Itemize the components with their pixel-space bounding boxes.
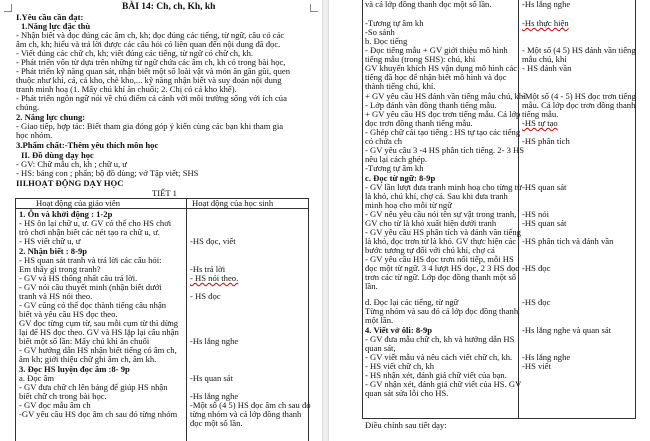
text-line: minh hoạ cho mỗi từ ngữ [365,200,452,210]
text-line: - GV viết mẫu và nêu cách viết chữ ch, kh. [365,352,513,362]
text-line: - Phát triển vốn từ dựa trên những từ ngữ chứa các âm ch, kh có trong bài học, [16,57,286,67]
text-line: - GV đưa chữ ch lên bảng để giúp HS nhận [19,382,168,392]
text-line: - Viết đúng các chữ ch, kh; viết đúng các tiếng, từ ngữ có chữ ch, kh. [16,48,254,58]
text-line: - Đọc tiếng mẫu + GV giới thiệu mô hình [365,45,508,55]
text-line: - GV cũng có thể đọc thành tiếng câu nhận [19,300,167,310]
text-line: - Phát triển kỹ năng quan sát, nhận biết một số loài vật và món ăn gần gũi, quen [16,66,290,76]
margin-mark [310,4,318,12]
general-heading: 2. Năng lực chung: [16,112,86,122]
text-line: biết và yêu cầu HS đọc theo. [19,309,118,319]
student-line: -HS tự tạo [522,118,558,128]
text-line: nêu lại cách ghép. [365,154,428,164]
student-line: -HS đọc, viết [190,236,236,246]
text-line: tranh và HS nói theo. [19,291,93,301]
text-line: âm ch, kh; hiểu và trả lời được các câu hỏi có liên quan đến nội dung đã đọc. [16,39,281,49]
table-border [362,418,636,419]
text-line: - GV lần lượt đưa tranh minh hoạ cho từng từ [365,182,522,192]
text-line: - GV nêu yêu cầu nói tên sự vật trong tranh, [365,209,517,219]
text-line: - Nhận biết và đọc đúng các âm ch, kh; đọc đúng các tiếng, từ ngữ, câu có các [16,30,285,40]
lesson-title: BÀI 14: Ch, ch, Kh, kh [122,2,216,12]
student-line: - HS đọc [190,291,221,301]
quality-line: 3.Phẩm chất:-Thêm yêu thích môn học [16,140,159,150]
text-line: - Giao tiếp, hợp tác: Biết tham gia đóng góp ý kiến cùng các bạn khi tham gia [16,121,284,131]
objectives-heading: I.Yêu cầu cần đạt: [16,12,84,22]
text-line: bước tương tự đối với chú khỉ, chợ cá [365,245,495,255]
text-line: chúng. [16,102,40,112]
student-line: tiếng mẫu. [522,109,559,119]
text-line: đọc trơn đồng thanh tiếng mẫu. [365,118,473,128]
text-line: -Tương tự âm kh [365,163,424,173]
student-line: -Hs lắng nghe và quan sát [522,325,612,335]
student-line: -HS phân tích và đánh vần [522,236,614,246]
text-line: biết một số lần: Mấy chú khỉ ăn chuối [19,336,150,346]
text-line: biết chữ ch trong bài học. [19,391,107,401]
text-line: GV cho từ là khỏ xuất hiện dưới tranh [365,218,497,228]
text-line: -GV yêu cầu HS đọc âm ch sau đó từng nhóm [19,409,178,419]
student-line: -Hs lắng nghe [190,336,239,346]
student-line: -Hs lắng nghe [190,391,239,401]
student-line: -HS viết [522,361,551,371]
text-line: - HS viết chữ u, ư [19,236,81,246]
student-line: -HS quan sát [522,218,567,228]
text-line: - GV đọc mẫu âm ch [19,400,91,410]
table-border [635,0,636,418]
text-line: - GV đưa mẫu chữ ch, kh và hướng dẫn HS [365,334,515,344]
student-line: - Một số (4 5) HS đánh vần tiếng [522,45,636,55]
text-line: - GV yêu cầu 3 -4 HS phân tích tiếng. 2- 3 HS [365,145,525,155]
section-heading: 3. Đọc HS luyện đọc âm :8- 9p [19,364,130,374]
section-heading: 2. Nhận biết : 8-9p [19,246,88,256]
text-line: có chứa ch [365,136,403,146]
student-line: -HS quan sát [522,182,567,192]
text-line: a. Đọc âm [19,373,55,383]
text-line: d. Đọc lại các tiếng, từ ngữ [365,297,459,307]
text-line: - GV: Chữ mẫu ch, kh ; chữ u, ư [16,159,127,169]
table-divider [518,0,519,418]
text-line: và cả lớp đồng thanh đọc một số lần. [365,0,492,9]
student-line: - HS đánh vần [522,63,572,73]
text-line: - GV và HS thống nhất câu trả lời. [19,273,138,283]
text-line: GV đọc từng cụm từ, sau mỗi cụm từ thì dừng [19,318,179,328]
text-line: quan sát, [365,343,396,353]
student-line: từng nhóm và cả lớp đồng thanh [190,409,302,419]
student-line: - HS nói theo. [190,273,239,283]
student-line: mẫu chú, khỉ [522,54,567,64]
student-line: mẫu. Cả lớp đọc trơn đồng thanh [522,100,636,110]
student-line: -Hs quan sát [190,373,233,383]
table-border [15,198,16,441]
text-line: Từng nhóm và sau đó cả lớp đọc đồng thanh [365,306,519,316]
text-line: - Lớp đánh vần đồng thanh tiếng mẫu. [365,100,497,110]
table-border [362,0,363,418]
text-line: đọc một từ ngữ. 3 4 lượt HS đọc, 2 3 HS đọc [365,263,520,273]
text-line: lại để HS đọc theo. GV và HS lặp lại câu nhận [19,327,179,337]
section-heading: c. Đọc từ ngữ: 8-9p [365,173,436,183]
text-line: thuộc như khỉ, cá, cá kho, chè kho,... kỹ năng nhận biết và suy đoán nội dung [16,75,282,85]
text-line: -Tương tự âm kh [365,18,424,28]
text-line: tiếng mẫu (trong SHS): chú, khỉ [365,54,476,64]
student-line: -HS đọc [522,297,551,307]
text-line: lần. [365,281,378,291]
text-line: - GV yêu cầu HS phân tích và đánh vần tiếng [365,227,521,237]
text-line: - GV yêu cầu HS đọc trơn nối tiếp, mỗi HS [365,254,514,264]
section-heading: 4. Viết vở ôli: 8-9p [365,325,433,335]
section-heading: 1. Ôn và khởi động : 1-2p [19,209,113,219]
materials-heading: II. Đồ dùng dạy học [21,150,94,160]
document-page-1 [0,0,322,441]
activities-heading: III.HOẠT ĐỘNG DẠY HỌC [16,178,124,188]
text-line: - GV nói câu thuyết minh (nhận biết dưới [19,282,162,292]
text-line: học nhóm. [16,130,53,140]
text-line: - HS: bảng con ; phấn; bộ đồ dùng; vở Tập viết; SHS [16,168,199,178]
student-line: -Một số (4 5) HS đọc âm ch sau đó [190,400,311,410]
text-line: - GV nhận xét, đánh giá chữ viết của HS. GV [365,379,522,389]
text-line: Em thấy gì trong tranh? [19,264,101,274]
text-line: trò chơi nhận biết các nét tạo ra chữ u, ư. [19,227,160,237]
text-line: tranh minh hoạ (1. Mấy chú khỉ ăn chuối; 2. Chị có cá kho khế). [16,84,237,94]
text-line: là khỏ, đọc trơn từ là khỏ. GV thực hiện các [365,236,517,246]
adjustment-note: Điều chỉnh sau tiết dạy: [365,420,447,430]
text-line: quan sát sửa lỗi cho HS. [365,388,449,398]
student-line: -Một số (4 - 5) HS đọc trơn tiếng [522,91,636,101]
document-page-2 [329,0,650,441]
student-line: đọc một số lần. [190,418,243,428]
text-line: - Ghép chữ cái tạo tiếng : HS tự tạo các tiếng [365,127,521,137]
text-line: - HS ôn lại chữ u, ư. GV có thể cho HS chơi [19,218,172,228]
text-line: âm kh; giới thiệu chữ ghi âm ch, âm kh. [19,354,157,364]
table-header-teacher: Hoạt động của giáo viên [36,198,121,208]
student-line: -Hs thực hiện [522,18,569,28]
table-divider [186,198,187,441]
text-line: - HS quan sát tranh và trả lời các câu hỏi: [19,255,162,265]
student-line: -Hs trả lời [190,264,226,274]
student-line: -Hs lắng nghe [522,0,571,9]
text-line: + GV yêu cầu HS đánh vần tiếng mẫu chú, khỉ [365,91,526,101]
student-line: -HS nói [522,209,549,219]
text-line: b. Đọc tiếng [365,36,408,46]
text-line: - HS nhận xét, đánh giá chữ viết của bạn. [365,370,507,380]
period-label: TIẾT 1 [152,188,177,198]
text-line: một lần. [365,315,394,325]
text-line: là khỏ, chú khỉ, chợ cá. Sau khi đưa tranh [365,191,508,201]
text-line: + GV yêu cầu HS đọc trơn tiếng mẫu. Cả lớp [365,109,521,119]
text-line: tiếng đã học để nhận biết mô hình và đọc [365,72,507,82]
margin-mark [4,4,12,12]
student-line: -HS đọc [522,263,551,273]
text-line: trơn các từ ngữ. Lớp đọc đồng thanh một số [365,272,517,282]
text-line: thành tiếng chú, khỉ. [365,81,436,91]
text-line: - GV hướng dẫn HS nhận biết tiếng có âm ch, [19,345,177,355]
text-line: - Phát triển ngôn ngữ nói về chủ điểm cả cảnh vời môi trường sống vởi ích của [16,93,287,103]
text-line: GV khuyến khích HS vận dụng mô hình các [365,63,518,73]
table-header-student: Hoạt động của học sinh [192,198,274,208]
student-line: -Hs lắng nghe [522,352,571,362]
competence-heading: 1.Năng lực đặc thù [21,21,91,31]
text-line: -So sánh [365,27,395,37]
text-line: - HS viết chữ ch, kh [365,361,435,371]
student-line: -HS phân tích [522,136,570,146]
